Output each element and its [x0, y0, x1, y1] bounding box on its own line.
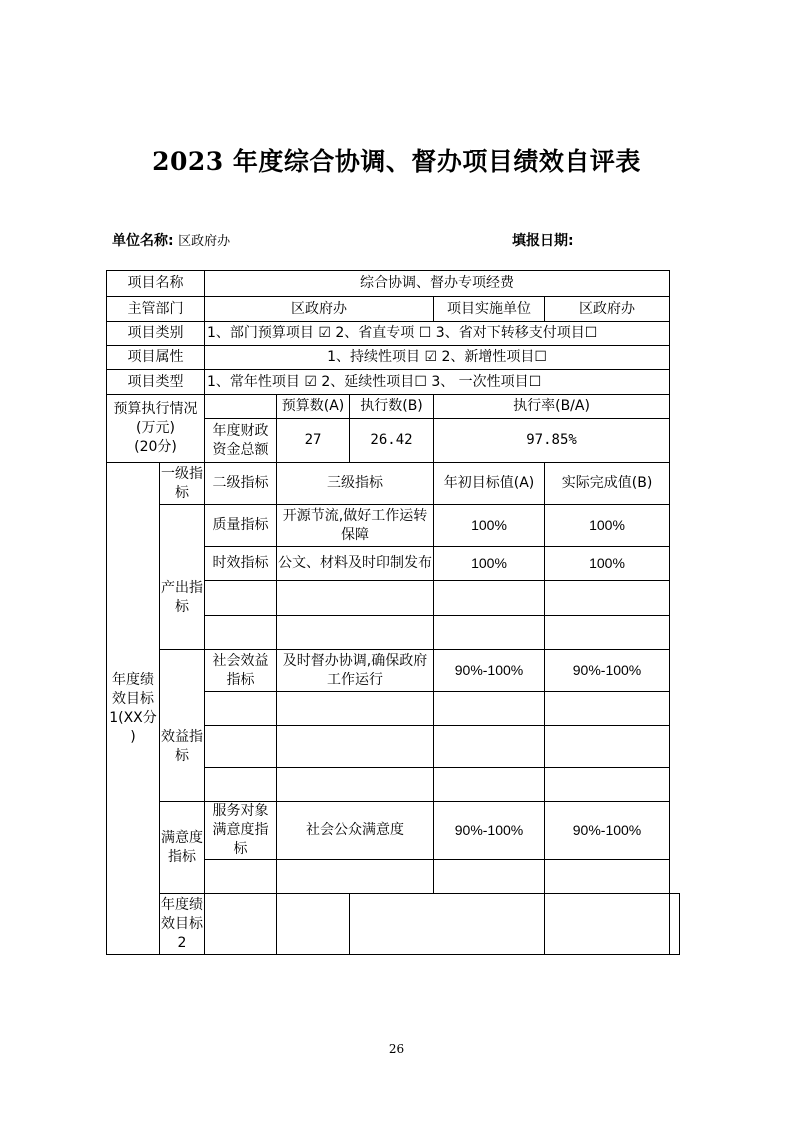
category-opt1-checkbox[interactable]: ☑ — [318, 325, 331, 341]
project-name-label: 项目名称 — [107, 271, 205, 297]
benefit-row3-target — [434, 726, 545, 768]
benefit-row4-actual — [545, 768, 670, 802]
output-label: 产出指标 — [160, 505, 205, 650]
satisfaction-row1-target: 90%-100% — [434, 802, 545, 860]
output-row2-l3: 公文、材料及时印制发布 — [277, 547, 434, 581]
output-row4-l2 — [205, 616, 277, 650]
goal2-label: 年度绩效目标2 — [160, 894, 205, 955]
budget-col-rate: 执行率(B/A) — [434, 395, 670, 419]
budget-label-line3: (20分) — [134, 439, 177, 455]
benefit-row1-actual: 90%-100% — [545, 650, 670, 692]
satisfaction-label: 满意度指标 — [160, 802, 205, 894]
attribute-opt1: 1、持续性项目 — [327, 349, 420, 365]
output-row2-actual: 100% — [545, 547, 670, 581]
output-row4-l3 — [277, 616, 434, 650]
goal2-cell-target — [545, 894, 670, 955]
budget-label-line2: (万元) — [136, 420, 175, 436]
unit-label: 单位名称: — [112, 233, 174, 249]
date-info — [512, 230, 574, 250]
output-row1-l2: 质量指标 — [205, 505, 277, 547]
benefit-row4-target — [434, 768, 545, 802]
output-row3-actual — [545, 581, 670, 616]
category-opt2-checkbox[interactable]: ☐ — [418, 325, 432, 341]
benefit-row3-l3 — [277, 726, 434, 768]
goal2-cell-level1 — [205, 894, 277, 955]
date-label: 填报日期: — [512, 233, 574, 249]
benefit-row2-target — [434, 692, 545, 726]
benefit-row2-l3 — [277, 692, 434, 726]
benefit-row4-l2 — [205, 768, 277, 802]
header-target: 年初目标值(A) — [434, 463, 545, 505]
budget-label-line1: 预算执行情况 — [113, 401, 198, 417]
satisfaction-row2-l3 — [277, 860, 434, 894]
category-opt1: 1、部门预算项目 — [207, 325, 314, 341]
unit-value: 区政府办 — [178, 234, 231, 249]
output-row1-actual: 100% — [545, 505, 670, 547]
output-row2-l2: 时效指标 — [205, 547, 277, 581]
output-row2-target: 100% — [434, 547, 545, 581]
satisfaction-row1-l2: 服务对象满意度指标 — [205, 802, 277, 860]
exec-value: 26.42 — [350, 419, 434, 463]
attribute-options — [205, 346, 670, 370]
satisfaction-row2-target — [434, 860, 545, 894]
dept-value: 区政府办 — [205, 297, 434, 322]
type-label: 项目类型 — [107, 370, 205, 395]
category-opt2: 2、省直专项 — [335, 325, 415, 341]
goal2-cell-level2 — [277, 894, 350, 955]
header-level2: 二级指标 — [205, 463, 277, 505]
output-row1-l3: 开源节流,做好工作运转保障 — [277, 505, 434, 547]
dept-label: 主管部门 — [107, 297, 205, 322]
benefit-row1-l2: 社会效益指标 — [205, 650, 277, 692]
header-level1: 一级指标 — [160, 463, 205, 505]
goal1-label: 年度绩效目标1(XX分 ) — [107, 463, 160, 955]
output-row3-l3 — [277, 581, 434, 616]
budget-label — [107, 395, 205, 463]
satisfaction-row2-actual — [545, 860, 670, 894]
type-opt3-checkbox[interactable]: ☐ — [528, 373, 542, 390]
budget-value: 27 — [277, 419, 350, 463]
impl-unit-label: 项目实施单位 — [434, 297, 545, 322]
output-row3-l2 — [205, 581, 277, 616]
satisfaction-row1-actual: 90%-100% — [545, 802, 670, 860]
benefit-label: 效益指标 — [160, 650, 205, 802]
benefit-row3-l2 — [205, 726, 277, 768]
output-row4-actual — [545, 616, 670, 650]
goal2-cell-actual — [670, 894, 680, 955]
attribute-opt1-checkbox[interactable]: ☑ — [424, 349, 438, 365]
page-number: 26 — [388, 1042, 405, 1056]
budget-col-exec: 执行数(B) — [350, 395, 434, 419]
attribute-opt2: 2、新增性项目 — [441, 349, 535, 365]
benefit-row1-target: 90%-100% — [434, 650, 545, 692]
category-label: 项目类别 — [107, 322, 205, 346]
type-opt2: 2、延续性项目 — [321, 373, 415, 390]
type-options — [205, 370, 670, 395]
category-options — [205, 322, 670, 346]
page-title: 2023 年度综合协调、督办项目绩效自评表 — [152, 147, 641, 176]
output-row1-target: 100% — [434, 505, 545, 547]
output-row3-target — [434, 581, 545, 616]
category-opt3: 3、省对下转移支付项目 — [435, 325, 585, 341]
unit-info — [112, 230, 230, 250]
satisfaction-row1-l3: 社会公众满意度 — [277, 802, 434, 860]
budget-col-budget: 预算数(A) — [277, 395, 350, 419]
project-name-value: 综合协调、督办专项经费 — [205, 271, 670, 297]
type-opt1-checkbox[interactable]: ☑ — [304, 373, 317, 390]
header-level3: 三级指标 — [277, 463, 434, 505]
rate-value: 97.85% — [434, 419, 670, 463]
satisfaction-row2-l2 — [205, 860, 277, 894]
type-opt3: 3、 一次性项目 — [431, 373, 529, 390]
budget-empty-cell — [205, 395, 277, 419]
type-opt1: 1、常年性项目 — [207, 373, 300, 390]
benefit-row4-l3 — [277, 768, 434, 802]
impl-unit-value: 区政府办 — [545, 297, 670, 322]
attribute-opt2-checkbox[interactable]: ☐ — [534, 349, 547, 365]
type-opt2-checkbox[interactable]: ☐ — [414, 373, 427, 390]
benefit-row2-l2 — [205, 692, 277, 726]
attribute-label: 项目属性 — [107, 346, 205, 370]
goal2-cell-level3 — [350, 894, 545, 955]
benefit-row3-actual — [545, 726, 670, 768]
performance-table — [106, 270, 680, 955]
benefit-row1-l3: 及时督办协调,确保政府工作运行 — [277, 650, 434, 692]
category-opt3-checkbox[interactable]: ☐ — [584, 325, 598, 341]
benefit-row2-actual — [545, 692, 670, 726]
header-actual: 实际完成值(B) — [545, 463, 670, 505]
output-row4-target — [434, 616, 545, 650]
budget-row-label: 年度财政资金总额 — [205, 419, 277, 463]
